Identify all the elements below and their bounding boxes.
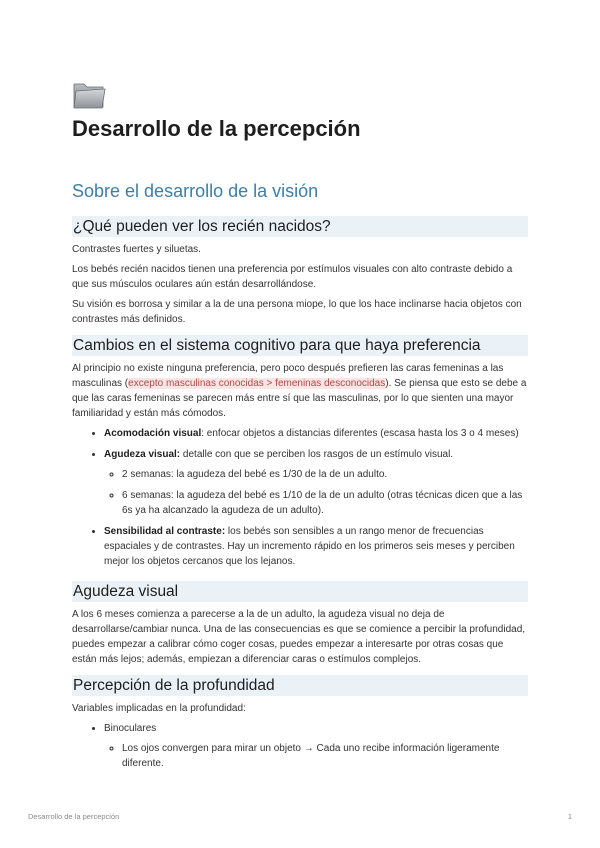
heading-agudeza-visual: Agudeza visual [72,581,528,602]
page-title: Desarrollo de la percepción [72,116,361,141]
list-item: ◦ 2 semanas: la agudeza del bebé es 1/30 de la de un adulto. [122,467,528,482]
list-item: • Agudeza visual: detalle con que se perciben los rasgos de un estímulo visual. ◦ 2 semanas: la agudeza del bebé es 1/30 de la de un adulto. ◦ 6 semanas: la agudeza del bebé es 1/10 de la de un adulto (otras técnicas dicen que a las 6s ya ha alcanzado la agudeza de un adulto). [104,447,528,518]
page-number: 1 [567,812,572,821]
heading-recien-nacidos: ¿Qué pueden ver los recién nacidos? [72,216,528,237]
sub-bullet-list [104,467,528,518]
document-body [72,216,528,777]
list-item: ◦ 6 semanas: la agudeza del bebé es 1/10 de la de un adulto (otras técnicas dicen que a las 6s ya ha alcanzado la agudeza de un adulto). [122,488,528,518]
bullet-list [72,721,528,771]
folder-icon [72,78,106,110]
paragraph: Los bebés recién nacidos tienen una preferencia por estímulos visuales con alto contraste debido a que sus músculos oculares aún están desarrollándose. [72,264,513,290]
paragraph: A los 6 meses comienza a parecerse a la de un adulto, la agudeza visual no deja de desarrollarse/cambiar nunca. Una de las consecuencias es que se comience a percibir la profundidad, puedes empezar a calibrar cómo coger cosas, puedes empezar a interesarte por otras cosas que están más lejos; además, empiezan a diferenciar caras o estímulos complejos. [72,609,526,665]
bullet-list [72,426,528,569]
list-item: ◦ Los ojos convergen para mirar un objeto → Cada uno recibe información ligeramente diferente. [122,741,528,771]
list-item: • Binoculares ◦ Los ojos convergen para mirar un objeto → Cada uno recibe información ligeramente diferente. [104,721,528,771]
paragraph: Al principio no existe ninguna preferencia, pero poco después prefieren las caras femeninas a las masculinas (excepto masculinas conocidas > femeninas desconocidas). Se piensa que esto se debe a que las caras femeninas se parecen más entre sí que las masculinas, por lo que sienten una mayor familiaridad y están más cómodos. [72,363,527,419]
paragraph: Su visión es borrosa y similar a la de una persona miope, lo que los hace inclinarse hacia objetos con contrastes más definidos. [72,299,522,325]
highlighted-text: excepto masculinas conocidas > femeninas desconocidas [128,378,386,389]
section-title: Sobre el desarrollo de la visión [72,181,319,201]
footer-title: Desarrollo de la percepción [28,812,120,821]
paragraph: Variables implicadas en la profundidad: [72,703,246,714]
list-item: • Sensibilidad al contraste: los bebés son sensibles a un rango menor de frecuencias espaciales y de contrastes. Hay un incremento rápido en los primeros seis meses y perciben mejor los objetos cercanos que los lejanos. [104,524,528,569]
list-item: • Acomodación visual: enfocar objetos a distancias diferentes (escasa hasta los 3 o 4 meses) [104,426,528,441]
paragraph: Contrastes fuertes y siluetas. [72,244,201,255]
heading-profundidad: Percepción de la profundidad [72,675,528,696]
heading-sistema-cognitivo: Cambios en el sistema cognitivo para que haya preferencia [72,335,528,356]
sub-bullet-list [104,741,528,771]
